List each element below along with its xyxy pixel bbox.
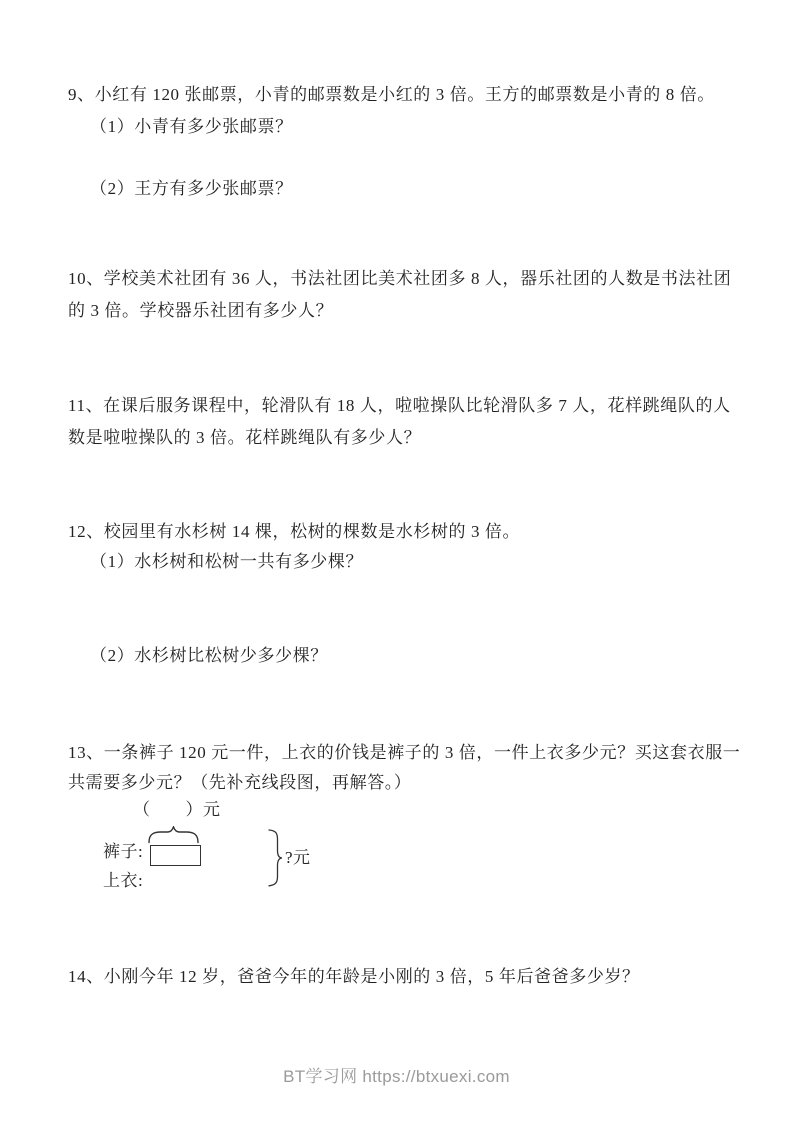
question-12-sub-1: （1）水杉树和松树一共有多少棵？ bbox=[90, 552, 364, 571]
question-13-text-line-1: 13、一条裤子 120 元一件，上衣的价钱是裤子的 3 倍，一件上衣多少元？买这套衣服一 bbox=[68, 743, 741, 762]
question-9-sub-2: （2）王方有多少张邮票？ bbox=[90, 179, 293, 198]
footer-watermark: BT学习网 https://btxuexi.com bbox=[283, 1067, 510, 1086]
question-12-text: 12、校园里有水杉树 14 棵，松树的棵数是水杉树的 3 倍。 bbox=[68, 522, 521, 541]
diagram-blank-amount-label: （ ）元 bbox=[133, 800, 221, 819]
diagram-jacket-label: 上衣: bbox=[103, 871, 144, 890]
question-11-text-line-1: 11、在课后服务课程中，轮滑队有 18 人，啦啦操队比轮滑队多 7 人，花样跳绳队的人 bbox=[68, 396, 731, 415]
question-10-text-line-1: 10、学校美术社团有 36 人，书法社团比美术社团多 8 人，器乐社团的人数是书法社团 bbox=[68, 269, 732, 288]
curly-brace-right bbox=[268, 829, 284, 892]
question-10-text-line-2: 的 3 倍。学校器乐社团有多少人？ bbox=[68, 301, 334, 320]
question-9-text: 9、小红有 120 张邮票，小青的邮票数是小红的 3 倍。王方的邮票数是小青的 8 倍。 bbox=[68, 85, 715, 104]
question-14-text: 14、小刚今年 12 岁，爸爸今年的年龄是小刚的 3 倍，5 年后爸爸多少岁？ bbox=[68, 967, 640, 986]
pants-bar-segment bbox=[150, 845, 201, 866]
diagram-pants-label: 裤子: bbox=[103, 842, 144, 861]
curly-brace-top bbox=[148, 826, 199, 849]
question-13-text-line-2: 共需要多少元？（先补充线段图，再解答。） bbox=[68, 773, 412, 792]
question-11-text-line-2: 数是啦啦操队的 3 倍。花样跳绳队有多少人？ bbox=[68, 428, 422, 447]
question-9-sub-1: （1）小青有多少张邮票？ bbox=[90, 117, 293, 136]
question-12-sub-2: （2）水杉树比松树少多少棵？ bbox=[90, 646, 328, 665]
diagram-total-question-label: ?元 bbox=[285, 848, 311, 867]
